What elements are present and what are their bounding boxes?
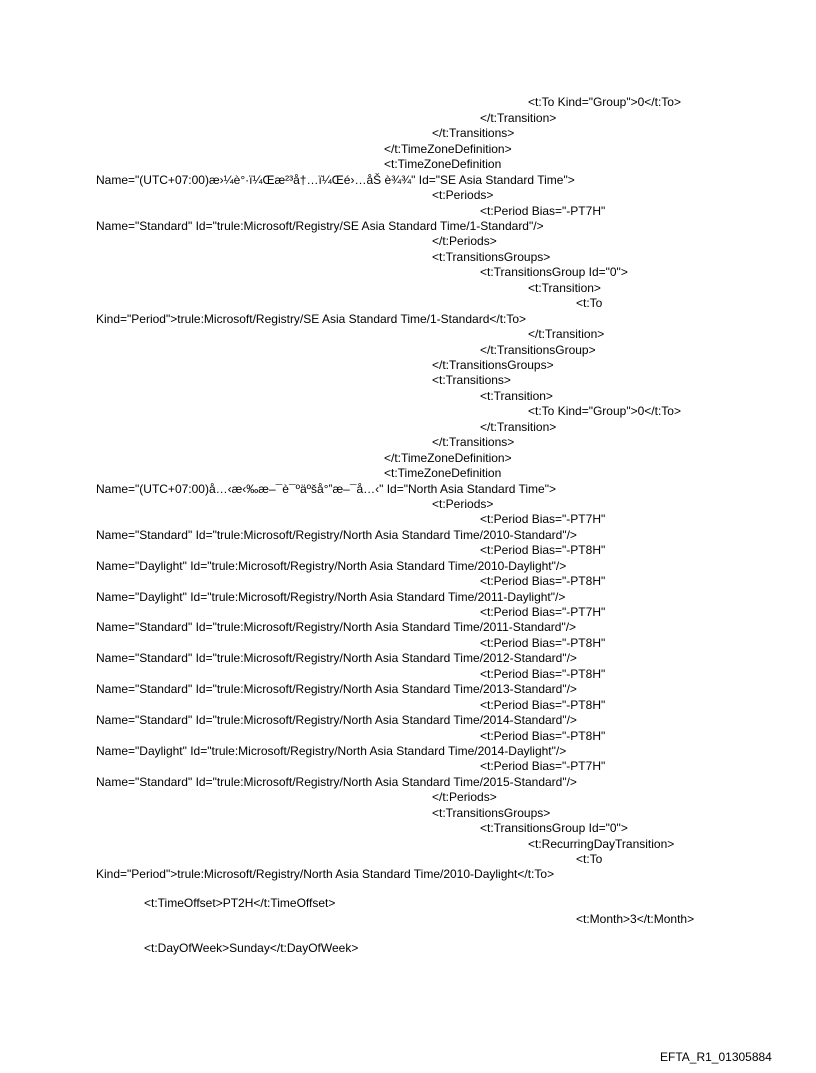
code-line: <t:Transitions> xyxy=(432,373,511,387)
code-line: Name="Standard" Id="trule:Microsoft/Registry/North Asia Standard Time/2013-Standard"/> xyxy=(96,682,577,696)
code-line: Name="Daylight" Id="trule:Microsoft/Registry/North Asia Standard Time/2014-Daylight"/> xyxy=(96,744,567,758)
code-line: <t:RecurringDayTransition> xyxy=(528,837,675,851)
code-line: </t:Periods> xyxy=(432,234,497,248)
document-id-footer: EFTA_R1_01305884 xyxy=(660,1050,772,1064)
code-line: Name="Standard" Id="trule:Microsoft/Registry/North Asia Standard Time/2011-Standard"/> xyxy=(96,620,577,634)
code-line: <t:Periods> xyxy=(432,188,494,202)
code-line: <t:Period Bias="-PT8H" xyxy=(480,729,606,743)
code-line: </t:TimeZoneDefinition> xyxy=(384,142,512,156)
code-line: Name="(UTC+07:00)æ›¼è°·ï¼Œæ²³å†…ï¼Œé›…åŠ è¾¾" Id="SE Asia Standard Time"> xyxy=(96,173,575,187)
code-line: Name="Standard" Id="trule:Microsoft/Registry/North Asia Standard Time/2012-Standard"/> xyxy=(96,651,577,665)
code-line: <t:To xyxy=(576,296,603,310)
code-line: <t:Period Bias="-PT7H" xyxy=(480,605,606,619)
code-line: </t:Transitions> xyxy=(432,126,515,140)
code-line: </t:Transition> xyxy=(480,420,557,434)
code-line: <t:Period Bias="-PT8H" xyxy=(480,667,606,681)
code-line: <t:TransitionsGroups> xyxy=(432,806,551,820)
code-line: Name="Daylight" Id="trule:Microsoft/Registry/North Asia Standard Time/2011-Daylight"/> xyxy=(96,590,566,604)
code-line: <t:TimeZoneDefinition xyxy=(384,466,502,480)
code-line: Kind="Period">trule:Microsoft/Registry/North Asia Standard Time/2010-Daylight</t:To> xyxy=(96,867,555,881)
code-line: <t:TransitionsGroup Id="0"> xyxy=(480,265,628,279)
code-line: <t:To xyxy=(576,852,603,866)
code-line: <t:TransitionsGroups> xyxy=(432,250,551,264)
code-line: <t:TimeZoneDefinition xyxy=(384,157,502,171)
code-line: Name="(UTC+07:00)å…‹æ‹‰æ–¯è¯ºäºšå°”æ–¯å…‹" Id="North Asia Standard Time"> xyxy=(96,482,556,496)
code-line: <t:TimeOffset>PT2H</t:TimeOffset> xyxy=(144,896,336,910)
code-line: <t:Period Bias="-PT7H" xyxy=(480,512,606,526)
code-line: Name="Daylight" Id="trule:Microsoft/Registry/North Asia Standard Time/2010-Daylight"/> xyxy=(96,559,567,573)
code-line: <t:To Kind="Group">0</t:To> xyxy=(528,95,681,109)
code-line: </t:Transitions> xyxy=(432,435,515,449)
code-line: Name="Standard" Id="trule:Microsoft/Registry/North Asia Standard Time/2014-Standard"/> xyxy=(96,713,577,727)
code-line: Name="Standard" Id="trule:Microsoft/Registry/North Asia Standard Time/2010-Standard"/> xyxy=(96,528,577,542)
code-line: <t:Period Bias="-PT7H" xyxy=(480,204,606,218)
code-line: Name="Standard" Id="trule:Microsoft/Registry/North Asia Standard Time/2015-Standard"/> xyxy=(96,775,577,789)
code-line: </t:TimeZoneDefinition> xyxy=(384,451,512,465)
code-line: <t:Period Bias="-PT8H" xyxy=(480,698,606,712)
code-line: <t:Period Bias="-PT7H" xyxy=(480,759,606,773)
code-line: <t:Periods> xyxy=(432,497,494,511)
code-line: <t:Month>3</t:Month> xyxy=(576,912,695,926)
code-line: <t:Period Bias="-PT8H" xyxy=(480,543,606,557)
code-line: <t:To Kind="Group">0</t:To> xyxy=(528,404,681,418)
code-line: </t:Periods> xyxy=(432,790,497,804)
code-line: <t:Transition> xyxy=(480,389,553,403)
code-line: <t:TransitionsGroup Id="0"> xyxy=(480,821,628,835)
code-line: <t:Period Bias="-PT8H" xyxy=(480,574,606,588)
code-line: Name="Standard" Id="trule:Microsoft/Registry/SE Asia Standard Time/1-Standard"/> xyxy=(96,219,544,233)
code-line: </t:Transition> xyxy=(480,111,557,125)
code-line: </t:Transition> xyxy=(528,327,605,341)
code-line: <t:Period Bias="-PT8H" xyxy=(480,636,606,650)
code-line: Kind="Period">trule:Microsoft/Registry/SE Asia Standard Time/1-Standard</t:To> xyxy=(96,312,527,326)
code-line: </t:TransitionsGroups> xyxy=(432,358,554,372)
code-line: <t:Transition> xyxy=(528,281,601,295)
code-line: </t:TransitionsGroup> xyxy=(480,343,596,357)
code-line: <t:DayOfWeek>Sunday</t:DayOfWeek> xyxy=(144,941,359,955)
